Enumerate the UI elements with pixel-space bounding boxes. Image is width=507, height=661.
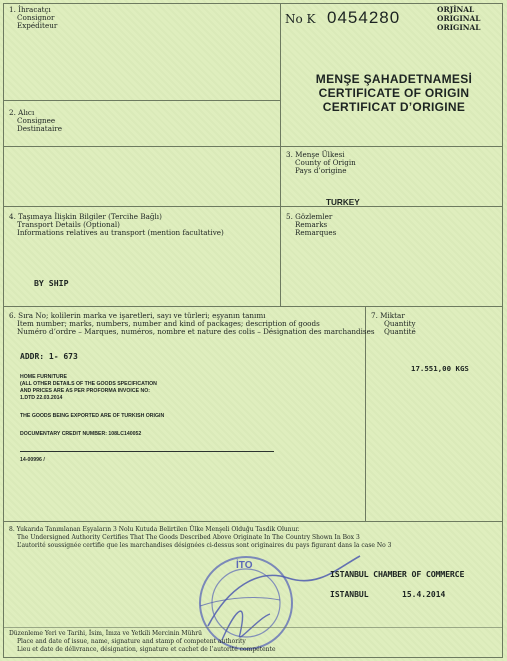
goods-credit-number: DOCUMENTARY CREDIT NUMBER: 108LC140052 bbox=[20, 431, 142, 437]
box3-label-en: County of Origin bbox=[295, 158, 356, 167]
box5-label-tr: 5. Gözlemler bbox=[286, 212, 333, 221]
transport-value: BY SHIP bbox=[34, 278, 69, 288]
serial-number: 0454280 bbox=[327, 8, 401, 27]
box2-label-fr: Destinataire bbox=[17, 124, 62, 133]
box7-label-fr: Quantité bbox=[384, 327, 416, 336]
footer-en: Place and date of issue, name, signature and stamp of competent authority bbox=[17, 638, 246, 645]
origin-country: TURKEY bbox=[326, 198, 360, 207]
divider-box2 bbox=[3, 206, 281, 207]
title-tr: MENŞE ŞAHADETNAMESİ bbox=[315, 72, 473, 86]
box5-label-fr: Remarques bbox=[295, 228, 337, 237]
box7-label-en: Quantity bbox=[384, 319, 416, 328]
copy-mark-3: ORIGINAL bbox=[437, 23, 481, 32]
stamp-text: İTO bbox=[236, 560, 253, 571]
box3-label-tr: 3. Menşe Ülkesi bbox=[286, 150, 345, 159]
box7-label-tr: 7. Miktar bbox=[371, 311, 405, 320]
footer-rule bbox=[3, 627, 503, 628]
goods-origin-note: THE GOODS BEING EXPORTED ARE OF TURKISH ORIGIN bbox=[20, 413, 165, 419]
box4-label-en: Transport Details (Optional) bbox=[17, 220, 120, 229]
goods-line-1: HOME FURNITURE bbox=[20, 374, 67, 380]
box3-label-fr: Pays d’origine bbox=[295, 166, 347, 175]
divider-box6-box7 bbox=[365, 306, 366, 521]
divider-top-vertical bbox=[280, 3, 281, 146]
quantity-value: 17.551,00 KGS bbox=[411, 364, 469, 373]
divider-box8 bbox=[3, 521, 503, 522]
box4-label-fr: Informations relatives au transport (mention facultative) bbox=[17, 228, 224, 237]
divider-mid-vertical bbox=[280, 146, 281, 306]
box1-label-tr: 1. İhracatçı bbox=[9, 5, 51, 14]
divider-box1 bbox=[3, 100, 281, 101]
serial-prefix: No K bbox=[285, 12, 316, 26]
box8-label-tr: 8. Yukarıda Tanımlanan Eşyaların 3 Nolu Kutuda Belirtilen Ülke Menşeli Olduğu Tasdik Olunur. bbox=[9, 526, 300, 533]
issue-city: ISTANBUL bbox=[330, 590, 369, 599]
goods-line-4: 1.DTD 22.03.2014 bbox=[20, 395, 63, 401]
box6-label-tr: 6. Sıra No; kolilerin marka ve işaretleri, sayı ve türleri; eşyanın tanımı bbox=[9, 311, 266, 320]
goods-ref: 14-00996 / bbox=[20, 457, 45, 463]
copy-mark-1: ORJİNAL bbox=[437, 5, 475, 14]
box1-label-fr: Expéditeur bbox=[17, 21, 58, 30]
goods-line-2: (ALL OTHER DETAILS OF THE GOODS SPECIFICATION bbox=[20, 381, 157, 387]
divider-box4 bbox=[3, 306, 503, 307]
issue-date: 15.4.2014 bbox=[402, 590, 446, 599]
goods-addr: ADDR: 1- 673 bbox=[20, 352, 78, 361]
chamber-name: ISTANBUL CHAMBER OF COMMERCE bbox=[330, 569, 465, 579]
goods-line-3: AND PRICES ARE AS PER PROFORMA INVOICE NO: bbox=[20, 388, 150, 394]
divider-box3 bbox=[281, 206, 503, 207]
box4-label-tr: 4. Taşımaya İlişkin Bilgiler (Tercihe Bağlı) bbox=[9, 212, 162, 221]
box8-label-fr: L’autorité soussignée certifie que les marchandises désignées ci-dessus sont originaires du pays figurant dans la case No 3 bbox=[17, 542, 392, 549]
box6-label-en: Item number; marks, numbers, number and kind of packages; description of goods bbox=[17, 319, 320, 328]
footer-fr: Lieu et date de délivrance, désignation, signature et cachet de l’autorité compétente bbox=[17, 646, 276, 653]
box6-label-fr: Numéro d’ordre – Marques, numéros, nombre et nature des colis – Désignation des marchandises bbox=[17, 327, 375, 336]
box2-label-en: Consignee bbox=[17, 116, 56, 125]
box2-label-tr: 2. Alıcı bbox=[9, 108, 35, 117]
box8-label-en: The Undersigned Authority Certifies That The Goods Described Above Originate In The Country Shown In Box 3 bbox=[17, 534, 360, 541]
title-en: CERTIFICATE OF ORIGIN bbox=[318, 86, 470, 100]
footer-tr: Düzenleme Yeri ve Tarihi, İsim, İmza ve Yetkili Mercinin Mührü bbox=[9, 630, 203, 637]
box5-label-en: Remarks bbox=[295, 220, 328, 229]
copy-mark-2: ORIGINAL bbox=[437, 14, 481, 23]
divider-box2-box3 bbox=[3, 146, 503, 147]
goods-underline bbox=[20, 451, 274, 452]
title-fr: CERTIFICAT D’ORIGINE bbox=[322, 100, 466, 114]
box1-label-en: Consignor bbox=[17, 13, 55, 22]
